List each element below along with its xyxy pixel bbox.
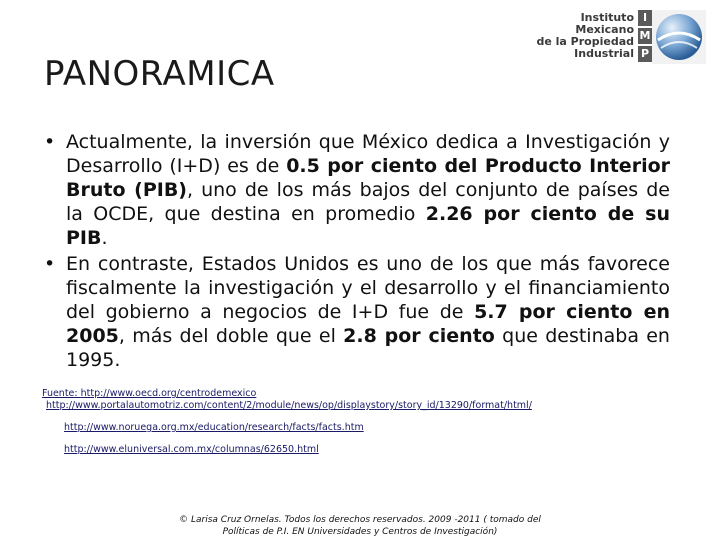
bullet-text: , uno de los más bajos del conjunto de países de la OCDE, que destina en promedio [66,179,670,225]
logo-line-4: Industrial [574,47,634,60]
source-line-4 [42,444,682,456]
source-link-eluniversal[interactable]: http://www.eluniversal.com.mx/columnas/62650.html [64,444,319,455]
logo-line-2: Mexicano [575,23,634,36]
bullet-bold-text: 2.26 por ciento de su PIB [66,203,670,249]
source-link-oecd[interactable]: http://www.oecd.org/centrodemexico [80,388,257,399]
slide-title: PANORAMICA [44,54,275,94]
source-line-1 [42,388,682,400]
logo-text [536,12,634,60]
source-prefix: Fuente: [42,388,81,399]
bullet-text: En contraste, Estados Unidos es uno de los que más favorece fiscalmente la investigación y el desarrollo y el financiamiento del gobierno a negocios de I+D fue de [66,253,670,323]
source-line-3 [42,422,682,434]
logo-letter-p: P [638,46,652,62]
footer-line-1: © Larisa Cruz Ornelas. Todos los derechos reservados. 2009 -2011 ( tomado del [179,515,541,525]
sources [42,388,682,456]
bullet-bold-text: 2.8 por ciento [343,325,495,347]
logo-letter-m: M [639,29,651,42]
bullet-text: . [101,227,108,249]
logo-letters [638,10,652,64]
logo-line-3: de la Propiedad [536,35,634,48]
copyright-footer [120,514,600,538]
bullet-dot-icon: • [44,131,56,153]
bullet-item [44,252,670,372]
footer-line-2: Políticas de P.I. EN Universidades y Centros de Investigación) [222,527,498,537]
logo-letter-i: I [638,10,652,26]
source-link-portalautomotriz[interactable]: http://www.portalautomotriz.com/content/2/module/news/op/displaystory/story_id/13290/format/html/ [46,400,532,411]
logo-line-1: Instituto [580,11,634,24]
bullet-text: que destinaba en 1995. [66,325,670,371]
bullet-dot-icon: • [44,253,56,275]
bullet-list [44,130,670,374]
source-link-noruega[interactable]: http://www.noruega.org.mx/education/research/facts/facts.htm [64,422,364,433]
bullet-text: , más del doble que el [118,325,344,347]
source-line-2 [42,400,682,412]
bullet-bold-text: 0.5 por ciento del Producto Interior Bruto (PIB) [66,155,671,201]
bullet-item [44,130,670,250]
logo-sphere-icon [652,10,706,64]
bullet-bold-text: 5.7 por ciento en 2005 [66,301,670,347]
bullet-text: Actualmente, la inversión que México dedica a Investigación y Desarrollo (I+D) es de [66,131,670,177]
impi-logo [502,8,712,64]
